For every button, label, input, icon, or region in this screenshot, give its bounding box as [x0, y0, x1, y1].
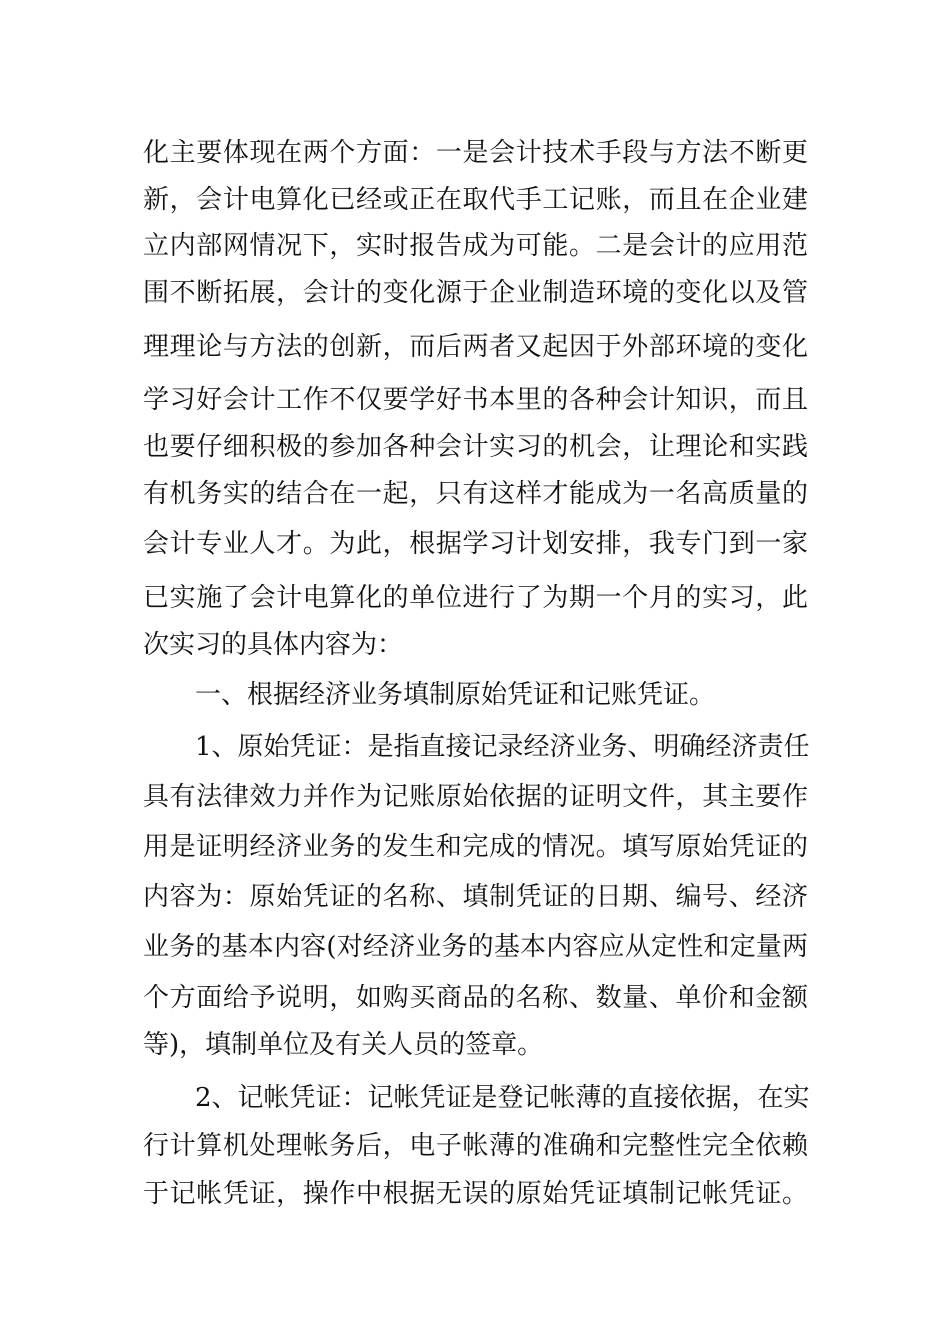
text-line: 围不断拓展，会计的变化源于企业制造环境的变化以及管 [143, 278, 808, 308]
text-line: 1、原始凭证：是指直接记录经济业务、明确经济责任 [195, 732, 810, 762]
text-line: 等)，填制单位及有关人员的签章。 [143, 1030, 544, 1060]
text-line: 业务的基本内容(对经济业务的基本内容应从定性和定量两 [143, 932, 808, 962]
section-heading: 一、根据经济业务填制原始凭证和记账凭证。 [195, 680, 716, 710]
text-line: 个方面给予说明，如购买商品的名称、数量、单价和金额 [143, 983, 808, 1013]
text-line: 新，会计电算化已经或正在取代手工记账，而且在企业建 [143, 185, 808, 215]
text-line: 次实习的具体内容为： [143, 630, 404, 660]
text-line: 学习好会计工作不仅要学好书本里的各种会计知识，而且 [143, 385, 808, 415]
text-line: 立内部网情况下，实时报告成为可能。二是会计的应用范 [143, 231, 808, 261]
text-line: 内容为：原始凭证的名称、填制凭证的日期、编号、经济 [143, 882, 808, 912]
text-line: 也要仔细积极的参加各种会计实习的机会，让理论和实践 [143, 432, 808, 462]
text-line: 有机务实的结合在一起，只有这样才能成为一名高质量的 [143, 479, 808, 509]
text-line: 理理论与方法的创新，而后两者又起因于外部环境的变化 [143, 332, 808, 362]
text-line: 用是证明经济业务的发生和完成的情况。填写原始凭证的 [143, 832, 808, 862]
text-line: 行计算机处理帐务后，电子帐薄的准确和完整性完全依赖 [143, 1131, 808, 1161]
text-line: 于记帐凭证，操作中根据无误的原始凭证填制记帐凭证。 [143, 1179, 808, 1209]
text-line: 会计专业人才。为此，根据学习计划安排，我专门到一家 [143, 529, 808, 559]
text-line: 2、记帐凭证：记帐凭证是登记帐薄的直接依据，在实 [195, 1083, 810, 1113]
text-line: 已实施了会计电算化的单位进行了为期一个月的实习，此 [143, 583, 808, 613]
text-line: 具有法律效力并作为记账原始依据的证明文件，其主要作 [143, 782, 808, 812]
text-line: 化主要体现在两个方面：一是会计技术手段与方法不断更 [143, 138, 808, 168]
